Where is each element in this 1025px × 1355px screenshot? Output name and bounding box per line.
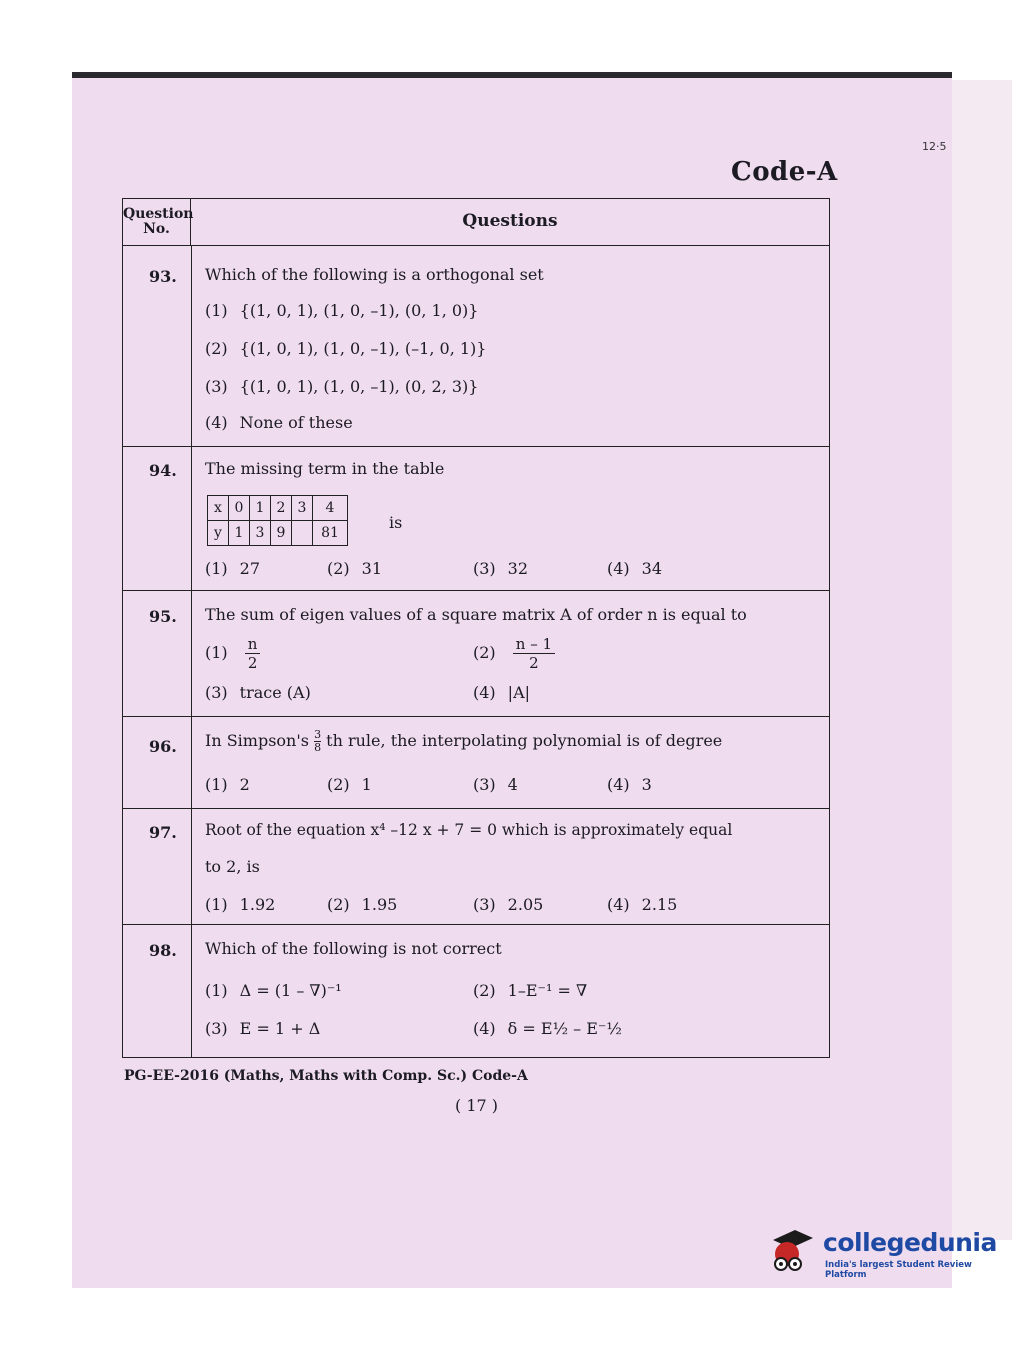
- scan-edge: [952, 80, 1012, 1240]
- missing-term-table: [207, 495, 348, 546]
- option-2: (2) 31: [327, 559, 383, 578]
- collegedunia-logo: [765, 1222, 1005, 1282]
- question-number: 93.: [149, 267, 177, 286]
- question-row-96: [123, 717, 829, 809]
- table-row-x: x 0 1 2 3 4: [208, 496, 348, 521]
- option-4: (4) 3: [607, 775, 652, 794]
- option-2: (2) 1: [327, 775, 372, 794]
- question-number: 96.: [149, 737, 177, 756]
- question-row-95: [123, 591, 829, 717]
- option-3: (3) 32: [473, 559, 529, 578]
- question-number: 98.: [149, 941, 177, 960]
- question-stem: Root of the equation x⁴ –12 x + 7 = 0 which is approximately equal: [205, 821, 733, 839]
- option-2: (2) 1–E⁻¹ = ∇: [473, 981, 588, 1000]
- question-stem: The sum of eigen values of a square matrix A of order n is equal to: [205, 605, 747, 624]
- question-number: 94.: [149, 461, 177, 480]
- option-1: (1) Δ = (1 – ∇)⁻¹: [205, 981, 342, 1000]
- option-2: (2) 1.95: [327, 895, 398, 914]
- question-stem: Which of the following is not correct: [205, 939, 502, 958]
- paper-code: Code-A: [731, 157, 838, 187]
- question-row-98: [123, 925, 829, 1057]
- option-1: (1) 1.92: [205, 895, 276, 914]
- option-3: (3) 2.05: [473, 895, 544, 914]
- option-4: (4) None of these: [205, 413, 353, 432]
- option-1: (1) {(1, 0, 1), (1, 0, –1), (0, 1, 0)}: [205, 301, 479, 320]
- option-2: (2) {(1, 0, 1), (1, 0, –1), (–1, 0, 1)}: [205, 339, 487, 358]
- question-stem: Which of the following is a orthogonal set: [205, 265, 544, 284]
- option-1: (1) 2: [205, 775, 250, 794]
- option-3: (3) E = 1 + Δ: [205, 1019, 321, 1038]
- option-3: (3) 4: [473, 775, 518, 794]
- option-3: (3) trace (A): [205, 683, 311, 702]
- question-row-94: [123, 447, 829, 591]
- question-table: [122, 198, 830, 1058]
- option-1: (1) $\frac{n}{2}$: [205, 635, 260, 672]
- fraction: $\frac{n - 1}{2}$: [513, 635, 555, 672]
- col-question-no: Question No.: [123, 199, 191, 245]
- fraction: $\frac{3}{8}$: [314, 728, 322, 754]
- logo-name: collegedunia: [823, 1228, 997, 1257]
- logo-tagline: India's largest Student Review Platform: [825, 1260, 972, 1280]
- option-4: (4) |A|: [473, 683, 531, 702]
- col-questions: Questions: [462, 211, 558, 231]
- option-4: (4) 2.15: [607, 895, 678, 914]
- option-3: (3) {(1, 0, 1), (1, 0, –1), (0, 2, 3)}: [205, 377, 479, 396]
- question-stem: The missing term in the table: [205, 459, 445, 478]
- table-suffix: is: [389, 513, 403, 532]
- option-4: (4) δ = E½ – E⁻½: [473, 1019, 622, 1038]
- exam-code-footer: PG-EE-2016 (Maths, Maths with Comp. Sc.) Code-A: [124, 1068, 528, 1084]
- question-number: 95.: [149, 607, 177, 626]
- fraction: $\frac{n}{2}$: [245, 635, 261, 672]
- mascot-icon: [765, 1226, 815, 1276]
- table-row-y: y 1 3 9 81: [208, 521, 348, 546]
- option-2: (2) $\frac{n - 1}{2}$: [473, 635, 555, 672]
- table-header: [123, 199, 829, 246]
- page-number: ( 17 ): [455, 1096, 499, 1115]
- question-stem: In Simpson's $\frac{3}{8}$ th rule, the interpolating polynomial is of degree: [205, 728, 723, 754]
- question-row-97: [123, 809, 829, 925]
- question-number: 97.: [149, 823, 177, 842]
- option-1: (1) 27: [205, 559, 261, 578]
- option-4: (4) 34: [607, 559, 663, 578]
- question-row-93: [123, 245, 829, 447]
- corner-note: 12·5: [922, 140, 947, 153]
- question-stem-cont: to 2, is: [205, 857, 260, 876]
